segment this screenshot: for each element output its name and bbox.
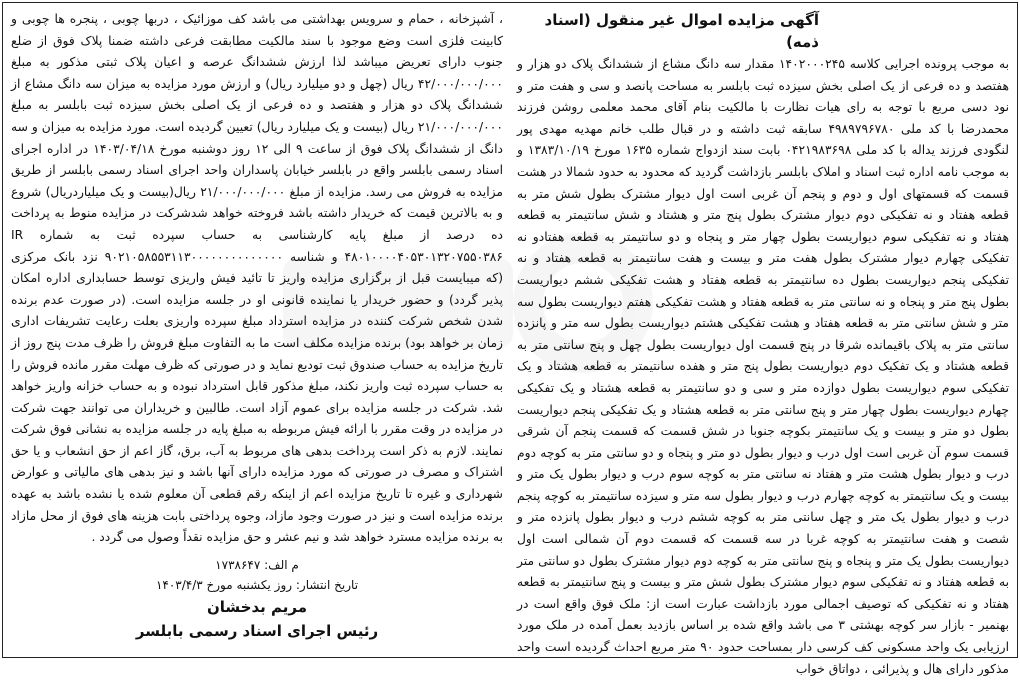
- notice-body-left: ، آشپزخانه ، حمام و سرویس بهداشتی می باشد کف موزائیک ، دربها چوبی ، پنجره ها چوبی و کابینت فلزی است وضع موجود با سند مالکیت مطابقت فرعی داشته ضمنا پلاک فوق از ضلع جنوب دارای تعریض میباشد لذا ارزش ششدانگ عرصه و اعیان پلاک ثبتی مذکور به مبلغ ۴۲/۰۰۰/۰۰۰/۰۰۰ ریال (چهل و دو میلیارد ریال) و ارزش مورد مزایده به میزان سه دانگ مشاع از ششدانگ پلاک دو هزار و هفتصد و ده فرعی از یک اصلی بخش سیزده ثبت بابلسر به مبلغ ۲۱/۰۰۰/۰۰۰/۰۰۰ ریال (بیست و یک میلیارد ریال) تعیین گردیده است. مورد مزایده به میزان و سه دانگ از ششدانگ پلاک فوق از ساعت ۹ الی ۱۲ روز دوشنبه مورخ ۱۴۰۳/۰۴/۱۸ در اداره اجرای اسناد رسمی بابلسر واقع در بابلسر خیابان پاسداران واحد اجرای اسناد رسمی بابلسر از طریق مزایده به فروش می رسد. مزایده از مبلغ ۲۱/۰۰۰/۰۰۰/۰۰۰ ریال(بیست و یک میلیاردریال) شروع و به بالاترین قیمت که خریدار داشته باشد فروخته خواهد شدشرکت در مزایده منوط به پرداخت ده درصد از مبلغ پایه کارشناسی به حساب سپرده ثبت به شماره IR ۴۸۰۱۰۰۰۰۴۰۵۳۰۱۳۲۰۷۵۵۰۳۸۶ و شناسه ۹۰۲۱۰۵۸۵۵۳۱۱۳۰۰۰۰۰۰۰۰۰۰۰۰۰۰ نزد بانک مرکزی (که میبایست قبل از برگزاری مزایده واریز تا تائید فیش واریزی توسط حسابداری اداره امکان پذیر گردد) و حضور خریدار یا نماینده قانونی او در جلسه مزایده است. (در صورت عدم برنده شدن شخص شرکت کننده در مزایده استرداد مبلغ سپرده واریزی بعلت رعایت تشریفات اداری زمان بر خواهد بود) برنده مزایده مکلف است ما به التفاوت مبلغ فروش را ظرف مدت پنج روز از تاریخ مزایده به حساب صندوق ثبت تودیع نماید و در صورتی که ظرف مهلت مقرر مانده فروش را به حساب سپرده ثبت واریز نکند، مبلغ مذکور قابل استرداد نبوده و به حساب خزانه واریز خواهد شد. شرکت در جلسه مزایده برای عموم آزاد است. طالبین و خریداران می توانند جهت شرکت در مزایده در وقت مقرر با ارائه فیش مربوطه به مبلغ پایه در جلسه مزایده به نشانی فوق شرکت نمایند. لازم به ذکر است پرداخت بدهی های مربوط به آب، برق، گاز اعم از حق انشعاب و یا حق اشتراک و مصرف در صورتی که مورد مزایده دارای آنها باشد و نیز بدهی های مالیاتی و عوارض شهرداری و غیره تا تاریخ مزایده اعم از اینکه رقم قطعی آن معلوم شده یا نشده باشد به عهده برنده مزایده است و نیز در صورت وجود مازاد، وجوه پرداختی بابت هزینه های فوق از محل مازاد به برنده مزایده مسترد خواهد شد و نیم عشر و حق مزایده نقداً وصول می گردد .: [11, 12, 504, 545]
- signer-title: رئیس اجرای اسناد رسمی بابلسر: [135, 621, 379, 640]
- notice-column-right: [517, 9, 1010, 676]
- reference-number: م الف: ۱۷۳۸۶۴۷: [215, 557, 299, 572]
- publish-date: تاریخ انتشار: روز یکشنبه مورخ ۱۴۰۳/۴/۳: [155, 577, 359, 592]
- signer-name: مریم بدخشان: [206, 597, 308, 616]
- notice-sheet: [2, 2, 1018, 676]
- notice-body-right: به موجب پرونده اجرایی کلاسه ۱۴۰۲۰۰۰۲۴۵ مقدار سه دانگ مشاع از ششدانگ پلاک دو هزار و هفتصد و ده فرعی از یک اصلی بخش سیزده ثبت بابلسر به مساحت پانصد و سی و هفت متر و نود دسی مربع با توجه به رای هیات نظارت با مالکیت بنام آقای محمد معلمی روشن فرزند محمدرضا با کد ملی ۴۹۸۹۷۹۶۷۸۰ سابقه ثبت داشته و در قبال طلب خانم مهدیه مهدی پور لنگودی فرزند یداله با کد ملی ۰۴۲۱۹۸۳۶۹۸ بابت سند ازدواج شماره ۱۶۳۵ مورخ ۱۳۸۳/۱۰/۱۹ و به موجب نامه اداره ثبت اسناد و املاک بابلسر بازداشت گردید که محدود به حدود شمالا در هشت قسمت که قسمتهای اول و دوم و پنجم آن غربی است اول دیوار مشترک بطول شش متر به قطعه هفتاد و نه تفکیکی دوم دیوار مشترک بطول پنج متر و هشتاد و شش سانتیمتر به قطعه هفتاد و نه تفکیکی سوم دیواریست بطول چهار متر و پنجاه و دو سانتیمتر به قطعه هفتادو نه تفکیکی چهارم دیوار مشترک بطول هفت متر و بیست و هفت سانتیمتر به قطعه هفتاد و نه تفکیکی پنجم دیواریست بطول ده سانتیمتر به قطعه هفتاد و هشت تفکیکی ششم دیواریست بطول پنج متر و پنجاه و نه سانتی متر به قطعه هفتاد و هشت تفکیکی هفتم دیواریست بطول سه متر و شش سانتی متر به قطعه هفتاد و هشت تفکیکی هشتم دیواریست بطول سه متر و پانزده سانتی متر به پلاک باقیمانده شرقا در پنج قسمت اول دیواریست بطول چهل و پنج سانتی متر به قطعه هشتاد و یک تفکیک دوم دیواریست بطول پنج متر و هفده سانتیمتر به قطعه هشتاد و یک تفکیکی سوم دیواریست بطول دوازده متر و سی و دو سانتیمتر به قطعه هشتاد و یک تفکیکی چهارم دیواریست بطول چهار متر و پنج سانتی متر به قطعه هشتاد و یک تفکیکی پنجم دیواریست بطول دو متر و بیست و یک سانتیمتر بکوچه جنوبا در شش قسمت که قسمت پنجم آن شرقی قسمت سوم آن غربی است اول درب و دیوار بطول دو متر و پنجاه و دو سانتی متر به کوچه دوم درب و دیوار بطول هشت متر و هفتاد نه سانتی متر به کوچه سوم درب و دیوار بطول یک متر و بیست و یک سانتیمتر به کوچه چهارم درب و دیوار بطول سه متر و سیزده سانتیمتر به کوچه پنجم درب و دیوار بطول یک متر و چهل سانتی متر به کوچه ششم درب و دیوار بطول پانزده متر و شصت و هفت سانتیمتر به کوچه غربا در سه قسمت که قسمت دوم آن شمالی است اول دیواریست بطول یک متر و پنجاه و پنج سانتی متر به کوچه دوم دیوار مشترک بطول دو سانتی متر به قطعه هفتاد و نه تفکیکی سوم دیوار مشترک بطول شش متر و بیست و پنج سانتیمتر به قطعه هفتاد و نه تفکیکی که توصیف اجمالی مورد بازداشت عبارت است از: ملک فوق واقع است در بهنمیر - بازار سر کوچه بهشتی ۳ می باشد واقع شده بر اساس بازدید بعمل آمده در ملک مورد ارزیابی یک واحد مسکونی کف کرسی دار بمساحت حدود ۹۰ متر مربع احداث گردیده است واحد مذکور دارای هال و پذیرائی ، دواتاق خواب: [517, 57, 1010, 676]
- notice-title: آگهی مزایده اموال غیر منقول (اسناد ذمه): [544, 11, 819, 51]
- notice-column-left: [11, 9, 503, 651]
